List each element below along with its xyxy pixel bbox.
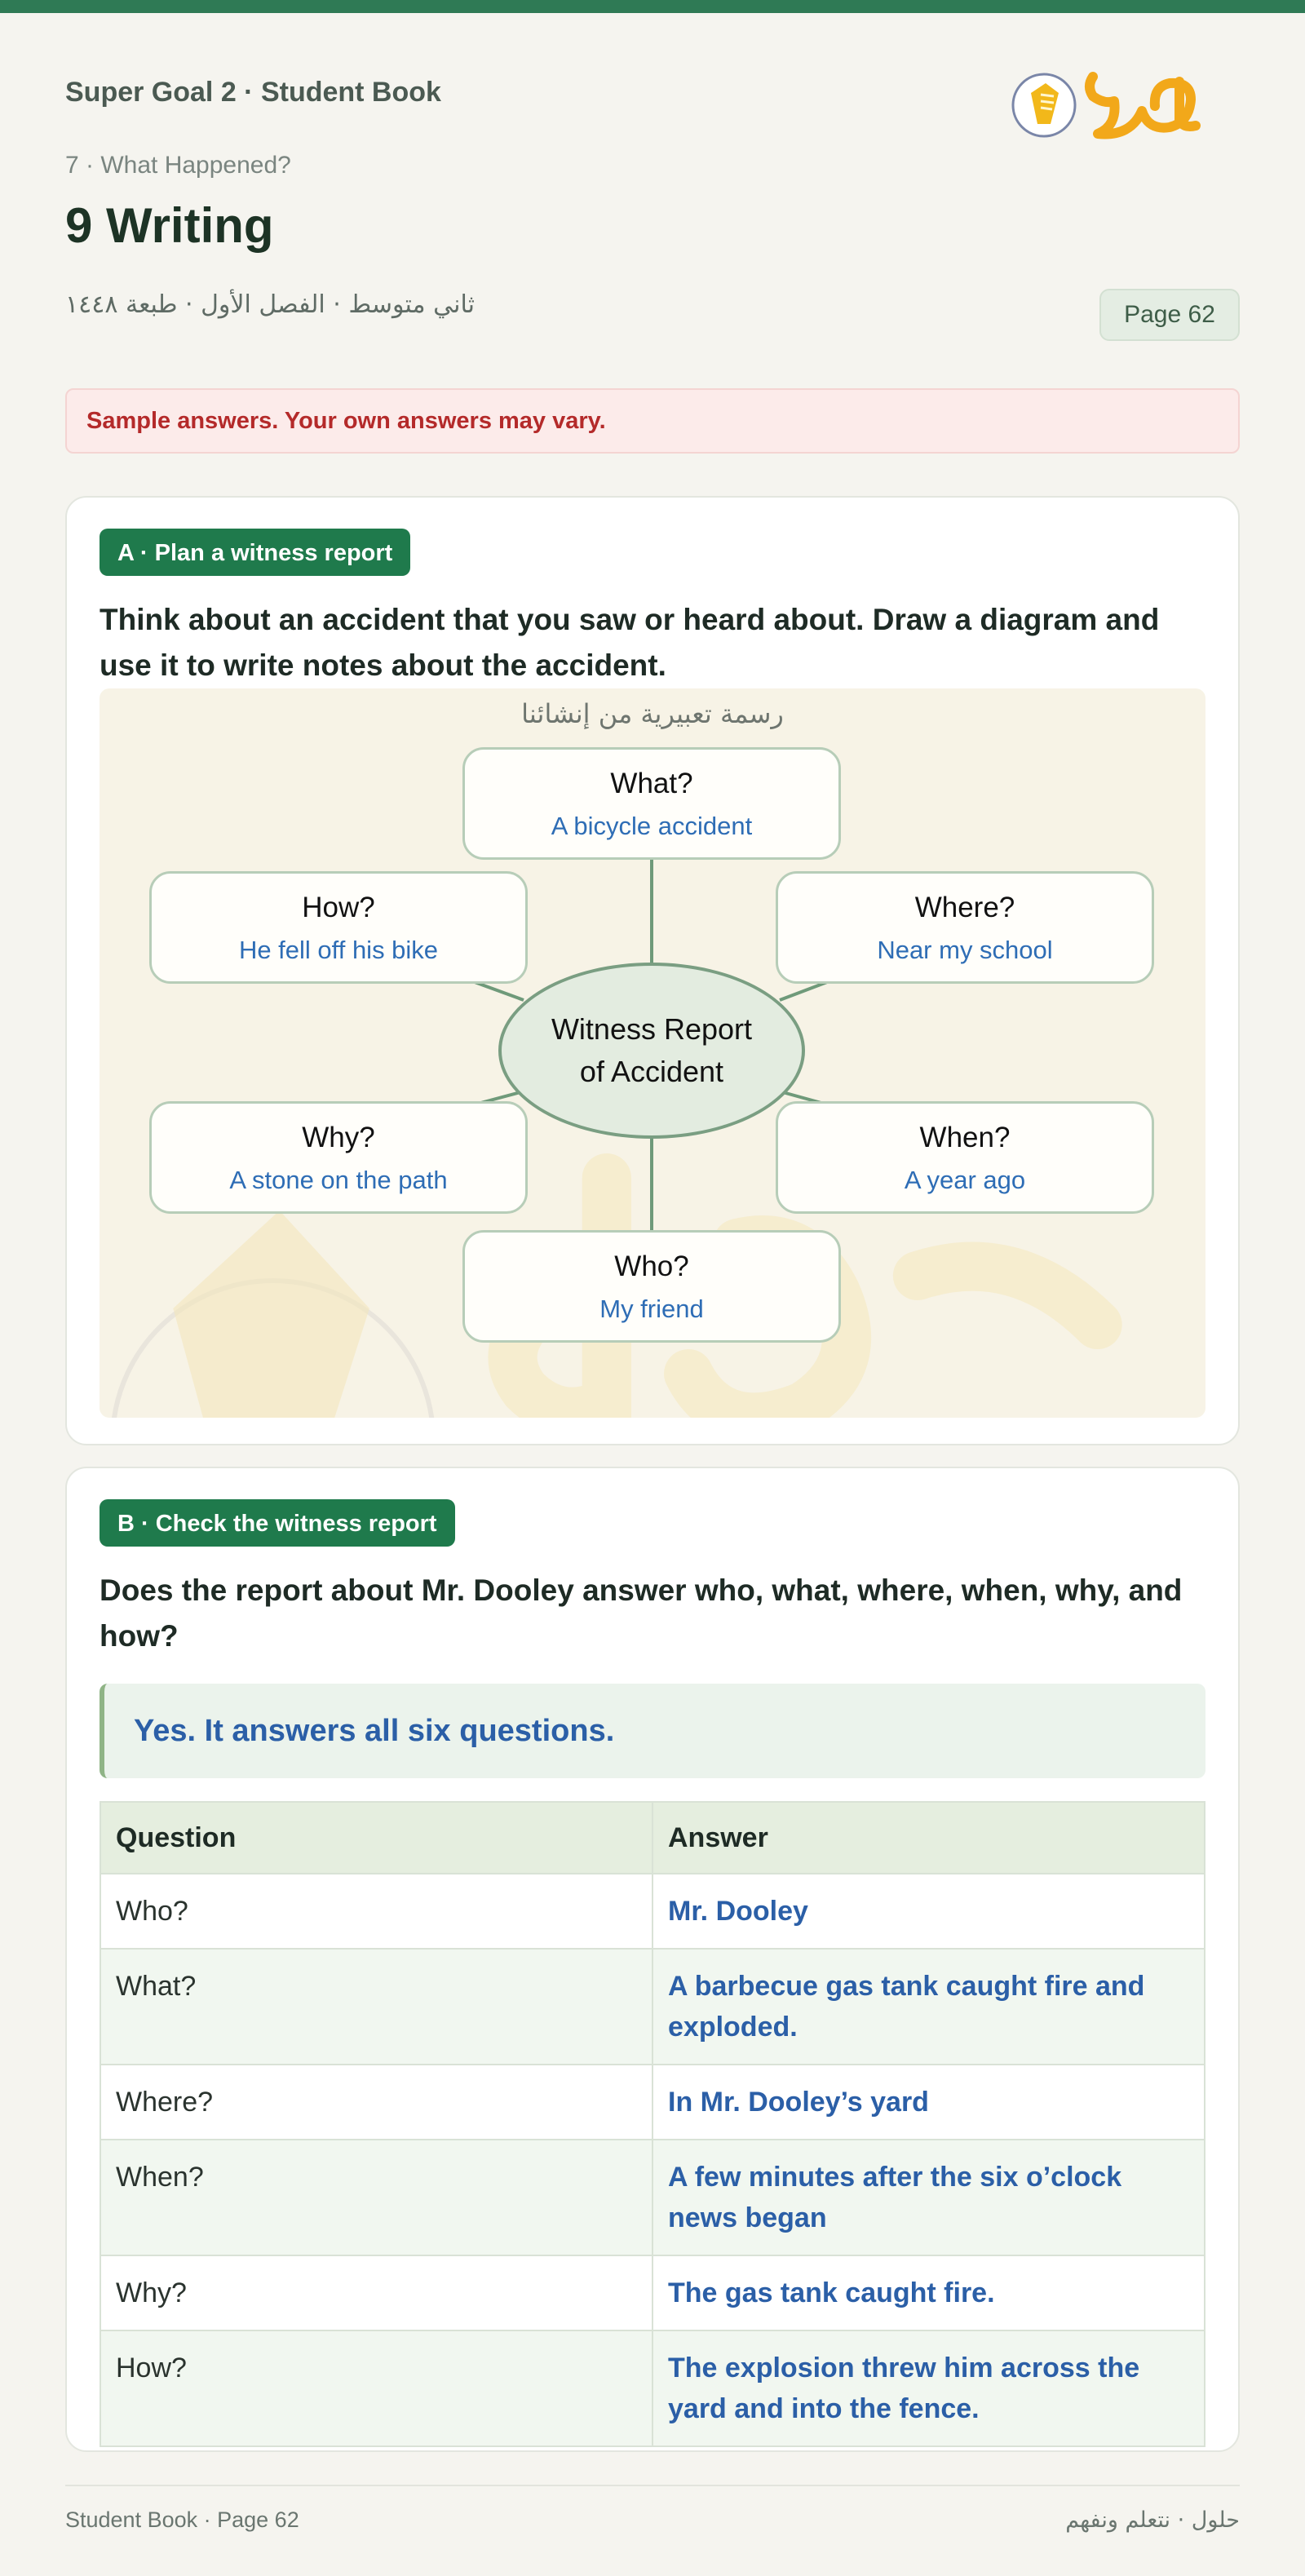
row-answer: The gas tank caught fire. — [652, 2255, 1205, 2330]
book-title: Super Goal 2 · Student Book — [65, 77, 441, 108]
node-why-answer: A stone on the path — [229, 1166, 448, 1194]
node-how — [149, 871, 528, 984]
row-question: Who? — [100, 1874, 652, 1949]
section-b-card — [65, 1467, 1240, 2452]
center-title-line1: Witness Report — [551, 1012, 753, 1046]
diagram-caption: رسمة تعبيرية من إنشائنا — [521, 698, 784, 729]
section-a-card — [65, 496, 1240, 1445]
table-header-question: Question — [100, 1802, 652, 1874]
node-where-question: Where? — [914, 892, 1015, 923]
table-row — [100, 1874, 1205, 1949]
row-answer: Mr. Dooley — [652, 1874, 1205, 1949]
row-question: What? — [100, 1949, 652, 2065]
section-a-label: A · Plan a witness report — [100, 529, 410, 576]
node-when-question: When? — [919, 1122, 1011, 1153]
node-where-answer: Near my school — [877, 936, 1053, 964]
diagram-center-ellipse — [498, 963, 805, 1139]
table-row — [100, 1949, 1205, 2065]
center-title-line2: of Accident — [579, 1055, 724, 1088]
footer-page-reference: Student Book · Page 62 — [65, 2507, 299, 2532]
node-who-question: Who? — [614, 1250, 689, 1282]
page-header — [65, 13, 1240, 356]
node-where — [776, 871, 1154, 984]
row-answer: The explosion threw him across the yard and into the fence. — [652, 2330, 1205, 2446]
brand-logo — [1011, 60, 1223, 150]
row-question: How? — [100, 2330, 652, 2446]
node-how-question: How? — [302, 892, 375, 923]
section-b-label: B · Check the witness report — [100, 1499, 455, 1547]
table-row — [100, 2255, 1205, 2330]
page-title: 9 Writing — [65, 198, 274, 253]
node-who — [462, 1230, 841, 1343]
table-row — [100, 2065, 1205, 2140]
node-why-question: Why? — [302, 1122, 375, 1153]
node-what-answer: A bicycle accident — [551, 812, 753, 840]
table-header-answer: Answer — [652, 1802, 1205, 1874]
footer-brand-tagline: حلول · نتعلم ونفهم — [1065, 2507, 1240, 2533]
table-row — [100, 2140, 1205, 2255]
section-b-answer: Yes. It answers all six questions. — [100, 1684, 1205, 1778]
page-number-badge: Page 62 — [1099, 289, 1240, 341]
row-answer: In Mr. Dooley’s yard — [652, 2065, 1205, 2140]
witness-report-diagram — [100, 688, 1205, 1418]
page-footer — [65, 2485, 1240, 2576]
node-who-answer: My friend — [599, 1295, 704, 1323]
node-when-answer: A year ago — [904, 1166, 1026, 1194]
unit-label: 7 · What Happened? — [65, 152, 291, 179]
node-when — [776, 1101, 1154, 1214]
section-a-prompt: Think about an accident that you saw or heard about. Draw a diagram and use it to write notes about the accident. — [100, 603, 1160, 682]
five-w-table — [100, 1801, 1205, 2447]
row-answer: A few minutes after the six o’clock news began — [652, 2140, 1205, 2255]
row-question: When? — [100, 2140, 652, 2255]
section-b-prompt: Does the report about Mr. Dooley answer who, what, where, when, why, and how? — [100, 1573, 1183, 1653]
node-why — [149, 1101, 528, 1214]
row-question: Why? — [100, 2255, 652, 2330]
top-accent-bar — [0, 0, 1305, 13]
table-header-row — [100, 1802, 1205, 1874]
node-what-question: What? — [610, 768, 693, 799]
table-row — [100, 2330, 1205, 2446]
grade-term-edition: ثاني متوسط · الفصل الأول · طبعة ١٤٤٨ — [65, 290, 475, 319]
node-what — [462, 747, 841, 860]
row-question: Where? — [100, 2065, 652, 2140]
node-how-answer: He fell off his bike — [238, 936, 439, 964]
row-answer: A barbecue gas tank caught fire and exploded. — [652, 1949, 1205, 2065]
sample-answers-notice: Sample answers. Your own answers may vary. — [65, 388, 1240, 454]
